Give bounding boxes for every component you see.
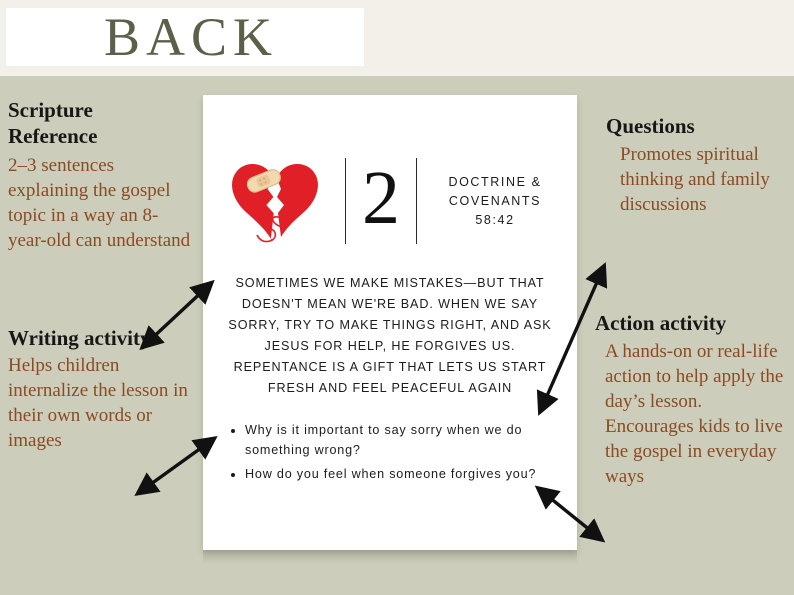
lesson-number: 2	[362, 156, 400, 240]
arrow-action-to-card	[538, 487, 608, 543]
card-shadow	[203, 550, 577, 564]
header-divider-left	[345, 158, 346, 244]
list-item: • How do you feel when someone forgives you?	[245, 464, 551, 484]
page-title: BACK	[104, 7, 279, 67]
card-body-text: SOMETIMES WE MAKE MISTAKES—BUT THAT DOESN'T MEAN WE'RE BAD. WHEN WE SAY SORRY, TRY TO MAKE THINGS RIGHT, AND ASK JESUS FOR HELP, HE FORGIVES US. REPENTANCE IS A GIFT THAT LETS US START FRESH AND FEEL PEACEFUL AGAIN	[228, 276, 552, 395]
list-item: • Why is it important to say sorry when we do something wrong?	[245, 420, 551, 460]
arrow-questions-to-card	[533, 265, 611, 415]
scripture-source-line1: DOCTRINE &	[448, 174, 542, 189]
arrow-writing-to-card	[138, 435, 220, 497]
scripture-source-line2: COVENANTS	[448, 193, 542, 208]
annotation-body: A hands-on or real-life action to help apply the day’s lesson. Encourages kids to live the gospel in everyday ways	[605, 341, 784, 487]
card-questions-list	[231, 420, 551, 488]
arrow-scripture-to-card	[140, 280, 220, 350]
annotation-heading: Action activity	[595, 311, 727, 335]
annotation-scripture-reference	[8, 97, 196, 253]
broken-heart-bandage-icon	[225, 153, 329, 249]
scripture-reference-verse: 58:42	[475, 212, 515, 227]
annotation-body: Helps children internalize the lesson in their own words or images	[8, 355, 188, 451]
scripture-source	[435, 173, 555, 230]
card-header-row	[203, 147, 577, 255]
annotation-heading: Questions	[606, 114, 695, 138]
annotation-action-activity	[595, 310, 794, 489]
annotation-heading: Writing activity	[8, 326, 151, 350]
printable-card	[203, 95, 577, 550]
annotation-heading-line2: Reference	[8, 124, 98, 148]
annotation-heading-line1: Scripture	[8, 98, 93, 122]
annotation-body: Promotes spiritual thinking and family discussions	[620, 144, 770, 215]
header-divider-right	[416, 158, 417, 244]
annotation-heading	[8, 97, 196, 149]
annotation-questions	[606, 113, 790, 217]
annotation-body: 2–3 sentences explaining the gospel topic in a way an 8-year-old can understand	[8, 155, 191, 251]
